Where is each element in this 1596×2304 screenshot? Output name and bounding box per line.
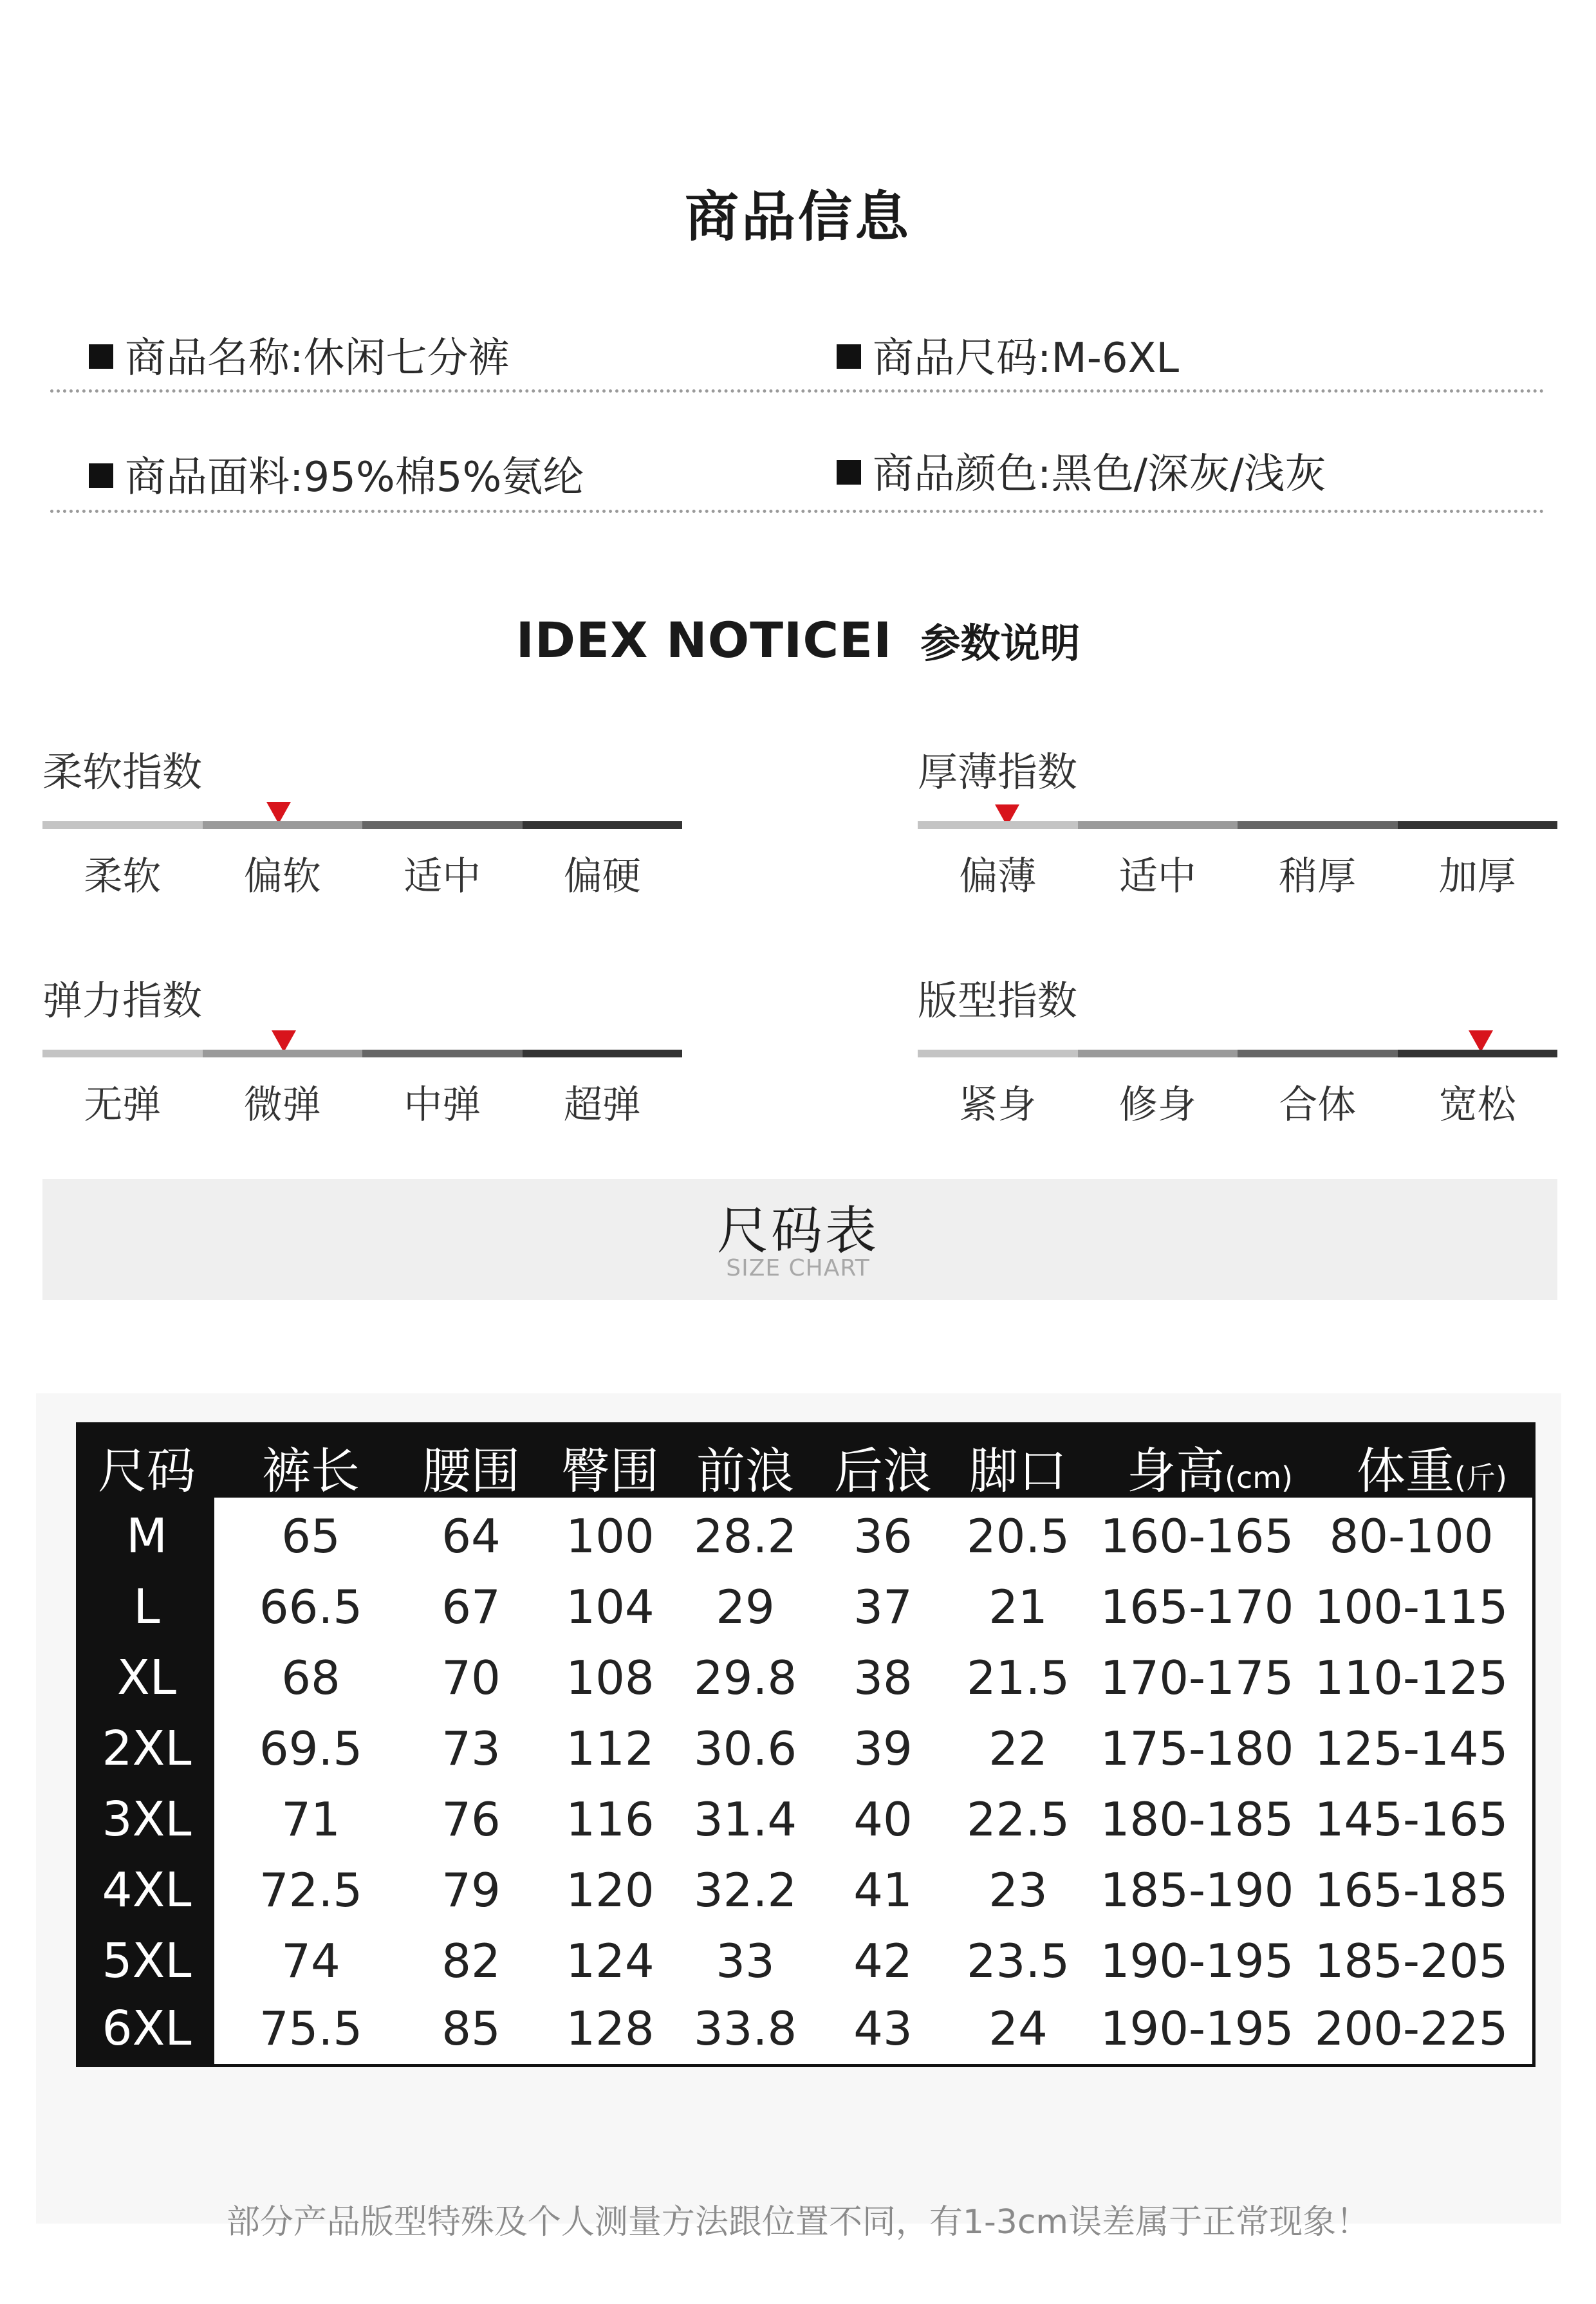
cell-size: 6XL [102, 2001, 192, 2056]
cell-height: 170-175 [1100, 1651, 1294, 1705]
cell-waist: 70 [441, 1651, 501, 1705]
index-level: 偏硬 [563, 854, 641, 899]
table-row [79, 1784, 1532, 1855]
index-title: 弹力指数 [42, 977, 203, 1024]
cell-front-rise: 28.2 [693, 1509, 797, 1563]
cell-size: 3XL [102, 1792, 192, 1847]
cell-length: 71 [281, 1792, 340, 1846]
index-level: 紧身 [959, 1082, 1037, 1128]
cell-hip: 116 [566, 1792, 654, 1846]
cell-size: 2XL [102, 1721, 192, 1776]
table-row [79, 1642, 1532, 1713]
cell-height: 185-190 [1100, 1863, 1294, 1917]
table-row [79, 1926, 1532, 1996]
index-fit [918, 969, 1557, 1136]
index-elasticity [42, 969, 682, 1136]
size-chart-title: 尺码表 [717, 1201, 879, 1261]
cell-weight: 80-100 [1329, 1509, 1494, 1563]
cell-height: 190-195 [1100, 2002, 1294, 2056]
cell-leg-opening: 22 [988, 1722, 1048, 1776]
cell-waist: 73 [441, 1722, 501, 1776]
param-title-en: IDEX NOTICEI [515, 611, 893, 669]
square-bullet-icon [837, 344, 861, 369]
cell-hip: 120 [566, 1863, 654, 1917]
param-title-cn: 参数说明 [920, 620, 1081, 667]
param-header [0, 611, 1596, 669]
index-thickness [918, 740, 1557, 907]
cell-height: 165-170 [1100, 1580, 1294, 1634]
cell-height: 180-185 [1100, 1792, 1294, 1846]
index-bar [42, 1050, 682, 1057]
cell-leg-opening: 22.5 [966, 1792, 1070, 1846]
cell-waist: 67 [441, 1580, 501, 1634]
cell-leg-opening: 21.5 [966, 1651, 1070, 1705]
cell-leg-opening: 24 [988, 2002, 1048, 2056]
cell-hip: 112 [566, 1722, 654, 1776]
table-row [79, 1501, 1532, 1572]
index-level: 合体 [1279, 1082, 1357, 1128]
cell-weight: 100-115 [1314, 1580, 1508, 1634]
cell-length: 65 [281, 1509, 340, 1563]
cell-hip: 100 [566, 1509, 654, 1563]
cell-back-rise: 36 [853, 1509, 913, 1563]
cell-front-rise: 33 [716, 1934, 775, 1988]
cell-weight: 110-125 [1314, 1651, 1508, 1705]
index-level: 柔软 [84, 854, 162, 899]
header-waist: 腰围 [422, 1442, 520, 1500]
cell-length: 66.5 [259, 1580, 363, 1634]
index-title: 厚薄指数 [918, 748, 1078, 795]
cell-leg-opening: 23.5 [966, 1934, 1070, 1988]
index-level: 偏软 [243, 854, 321, 899]
cell-back-rise: 40 [853, 1792, 913, 1846]
header-height: 身高(cm) [1127, 1442, 1293, 1500]
cell-back-rise: 39 [853, 1722, 913, 1776]
dotted-divider [50, 510, 1545, 513]
cell-size: XL [117, 1650, 176, 1705]
info-item-name: 商品名称:休闲七分裤 [89, 325, 510, 384]
cell-back-rise: 37 [853, 1580, 913, 1634]
cell-hip: 108 [566, 1651, 654, 1705]
cell-size: 5XL [102, 1933, 192, 1989]
cell-leg-opening: 20.5 [966, 1509, 1070, 1563]
cell-waist: 64 [441, 1509, 501, 1563]
cell-height: 175-180 [1100, 1722, 1294, 1776]
cell-hip: 124 [566, 1934, 654, 1988]
header-front-rise: 前浪 [696, 1442, 794, 1500]
index-title: 版型指数 [918, 977, 1078, 1024]
index-bar [918, 821, 1557, 829]
index-level: 超弹 [563, 1082, 641, 1128]
cell-waist: 82 [441, 1934, 501, 1988]
cell-length: 69.5 [259, 1722, 363, 1776]
cell-back-rise: 42 [853, 1934, 913, 1988]
index-bar [42, 821, 682, 829]
cell-waist: 85 [441, 2002, 501, 2056]
info-item-size: 商品尺码:M-6XL [837, 325, 1179, 384]
index-level: 稍厚 [1279, 854, 1357, 899]
square-bullet-icon [837, 460, 861, 485]
cell-weight: 200-225 [1314, 2002, 1508, 2056]
footer-note: 部分产品版型特殊及个人测量方法跟位置不同，有1-3cm误差属于正常现象！ [226, 2203, 1370, 2242]
cell-front-rise: 30.6 [693, 1722, 797, 1776]
cell-length: 72.5 [259, 1863, 363, 1917]
square-bullet-icon [89, 463, 113, 488]
header-back-rise: 后浪 [834, 1442, 932, 1500]
index-levels [918, 1074, 1557, 1129]
index-level: 适中 [404, 854, 481, 899]
cell-back-rise: 41 [853, 1863, 913, 1917]
index-level: 加厚 [1438, 854, 1516, 899]
header-leg-opening: 脚口 [969, 1442, 1067, 1500]
cell-waist: 76 [441, 1792, 501, 1846]
cell-waist: 79 [441, 1863, 501, 1917]
index-levels [42, 846, 682, 901]
index-level: 宽松 [1438, 1082, 1516, 1128]
cell-size: L [133, 1579, 160, 1635]
index-level: 中弹 [404, 1082, 481, 1128]
header-weight: 体重(斤) [1357, 1442, 1507, 1500]
cell-length: 75.5 [259, 2002, 363, 2056]
cell-hip: 104 [566, 1580, 654, 1634]
cell-front-rise: 29.8 [693, 1651, 797, 1705]
index-levels [918, 846, 1557, 901]
table-row [79, 1993, 1532, 2064]
marker-icon [272, 1030, 296, 1052]
cell-front-rise: 33.8 [693, 2002, 797, 2056]
info-item-color: 商品颜色:黑色/深灰/浅灰 [837, 441, 1326, 500]
square-bullet-icon [89, 344, 113, 369]
index-levels [42, 1074, 682, 1129]
cell-hip: 128 [566, 2002, 654, 2056]
index-level: 无弹 [84, 1082, 162, 1128]
cell-size: 4XL [102, 1863, 192, 1918]
cell-weight: 145-165 [1314, 1792, 1508, 1846]
cell-back-rise: 38 [853, 1651, 913, 1705]
cell-front-rise: 29 [716, 1580, 775, 1634]
cell-back-rise: 43 [853, 2002, 913, 2056]
index-softness [42, 740, 682, 907]
table-row [79, 1855, 1532, 1926]
header-length: 裤长 [262, 1442, 360, 1500]
index-bar [918, 1050, 1557, 1057]
cell-weight: 165-185 [1314, 1863, 1508, 1917]
index-level: 修身 [1118, 1082, 1196, 1128]
table-row [79, 1713, 1532, 1784]
cell-weight: 185-205 [1314, 1934, 1508, 1988]
info-item-fabric: 商品面料:95%棉5%氨纶 [89, 444, 584, 503]
header-hip: 臀围 [561, 1442, 659, 1500]
index-level: 偏薄 [959, 854, 1037, 899]
cell-front-rise: 31.4 [693, 1792, 797, 1846]
header-size: 尺码 [98, 1442, 196, 1500]
cell-length: 74 [281, 1934, 340, 1988]
index-level: 微弹 [243, 1082, 321, 1128]
cell-size: M [126, 1509, 167, 1564]
cell-height: 160-165 [1100, 1509, 1294, 1563]
cell-weight: 125-145 [1314, 1722, 1508, 1776]
index-level: 适中 [1118, 854, 1196, 899]
marker-icon [1469, 1030, 1493, 1052]
cell-length: 68 [281, 1651, 340, 1705]
cell-leg-opening: 21 [988, 1580, 1048, 1634]
product-info-title: 商品信息 [684, 185, 911, 248]
marker-icon [266, 802, 291, 824]
dotted-divider [50, 389, 1545, 393]
cell-height: 190-195 [1100, 1934, 1294, 1988]
cell-leg-opening: 23 [988, 1863, 1048, 1917]
table-row [79, 1572, 1532, 1642]
cell-front-rise: 32.2 [693, 1863, 797, 1917]
size-chart-subtitle: SIZE CHART [726, 1255, 870, 1281]
index-title: 柔软指数 [42, 748, 203, 795]
